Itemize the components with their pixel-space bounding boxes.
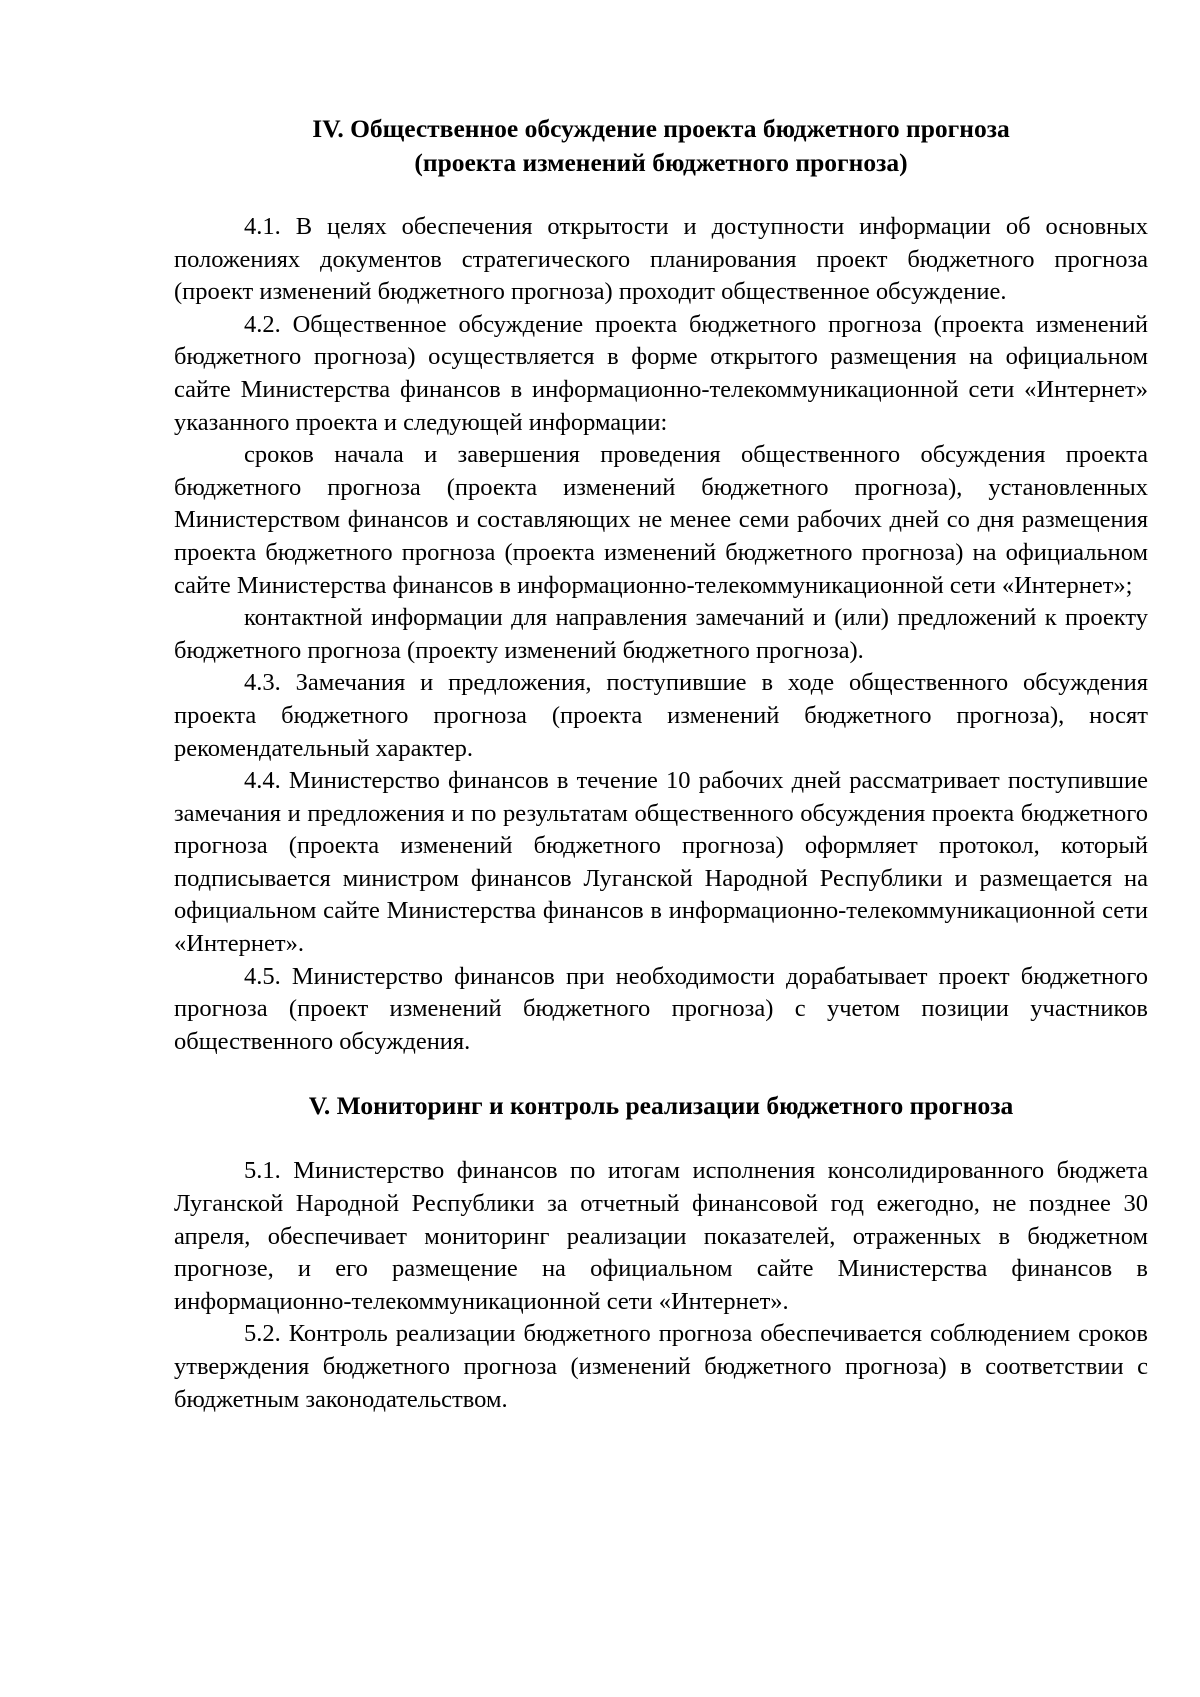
- paragraph-4-2-item-contacts: контактной информации для направления замечаний и (или) предложений к проекту бюджетного прогноза (проекту изменений бюджетного прогноза).: [174, 604, 1148, 664]
- section-4-heading: [174, 112, 1148, 180]
- section-4-heading-line-1: IV. Общественное обсуждение проекта бюджетного прогноза: [312, 114, 1010, 143]
- section-5-heading: [174, 1089, 1148, 1123]
- section-5-heading-text: V. Мониторинг и контроль реализации бюджетного прогноза: [308, 1091, 1014, 1121]
- paragraph-4-2-item-deadlines: сроков начала и завершения проведения общественного обсуждения проекта бюджетного прогноза (проекта изменений бюджетного прогноза), установленных Министерством финансов и составляющих не менее семи рабочих дней со дня размещения проекта бюджетного прогноза (проекта изменений бюджетного прогноза) на официальном сайте Министерства финансов в информационно-телекоммуникационной сети «Интернет»;: [174, 441, 1148, 599]
- paragraph-4-3: 4.3. Замечания и предложения, поступившие в ходе общественного обсуждения проекта бюджетного прогноза (проекта изменений бюджетного прогноза), носят рекомендательный характер.: [174, 669, 1148, 762]
- section-4-heading-line-2: (проекта изменений бюджетного прогноза): [414, 148, 908, 177]
- paragraph-5-1: 5.1. Министерство финансов по итогам исполнения консолидированного бюджета Луганской Народной Республики за отчетный финансовой год ежегодно, не позднее 30 апреля, обеспечивает мониторинг реализации показателей, отраженных в бюджетном прогнозе, и его размещение на официальном сайте Министерства финансов в информационно-телекоммуникационной сети «Интернет».: [174, 1157, 1148, 1315]
- document-body: [174, 112, 1148, 1416]
- paragraph-4-1: 4.1. В целях обеспечения открытости и доступности информации об основных положениях документов стратегического планирования проект бюджетного прогноза (проект изменений бюджетного прогноза) проходит общественное обсуждение.: [174, 213, 1148, 306]
- paragraph-5-2: 5.2. Контроль реализации бюджетного прогноза обеспечивается соблюдением сроков утверждения бюджетного прогноза (изменений бюджетного прогноза) в соответствии с бюджетным законодательством.: [174, 1320, 1148, 1413]
- paragraph-4-4: 4.4. Министерство финансов в течение 10 рабочих дней рассматривает поступившие замечания и предложения и по результатам общественного обсуждения проекта бюджетного прогноза (проекта изменений бюджетного прогноза) оформляет протокол, который подписывается министром финансов Луганской Народной Республики и размещается на официальном сайте Министерства финансов в информационно-телекоммуникационной сети «Интернет».: [174, 767, 1148, 958]
- paragraph-4-5: 4.5. Министерство финансов при необходимости дорабатывает проект бюджетного прогноза (проект изменений бюджетного прогноза) с учетом позиции участников общественного обсуждения.: [174, 962, 1148, 1055]
- paragraph-4-2: 4.2. Общественное обсуждение проекта бюджетного прогноза (проекта изменений бюджетного прогноза) осуществляется в форме открытого размещения на официальном сайте Министерства финансов в информационно-телекоммуникационной сети «Интернет» указанного проекта и следующей информации:: [174, 310, 1148, 436]
